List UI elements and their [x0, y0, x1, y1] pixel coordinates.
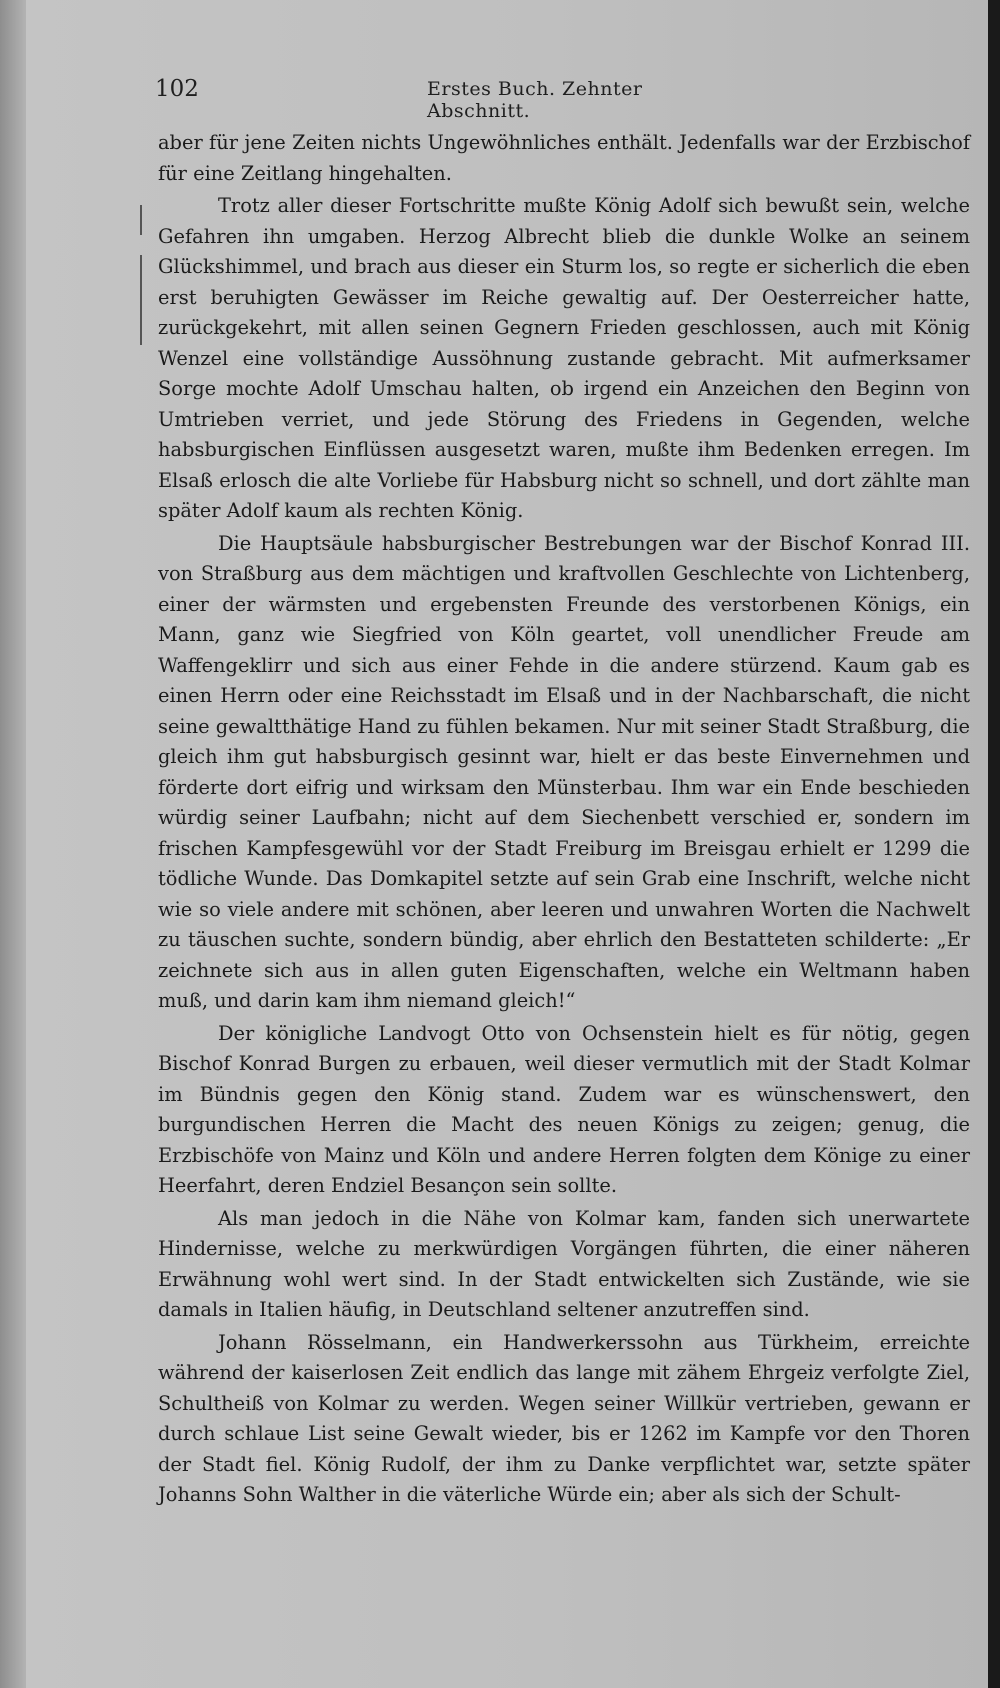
page-number: 102 [155, 76, 199, 102]
paragraph: Johann Rösselmann, ein Handwerkerssohn aus Türkheim, erreichte während der kaiserlosen Zeit endlich das lange mit zähem Ehrgeiz verfolgte Ziel, Schultheiß von Kolmar zu werden. Wegen seiner Willkür vertrieben, gewann er durch schlaue List seine Gewalt wieder, bis er 1262 im Kampfe vor den Thoren der Stadt fiel. König Rudolf, der ihm zu Danke verpflichtet war, setzte später Johanns Sohn Walther in die väterliche Würde ein; aber als sich der Schult- [158, 1330, 970, 1506]
running-head: Erstes Buch. Zehnter Abschnitt. [427, 78, 643, 122]
paragraph: Trotz aller dieser Fortschritte mußte König Adolf sich bewußt sein, welche Gefahren ihn umgaben. Herzog Albrecht blieb die dunkle Wolke an seinem Glückshimmel, und brach aus dieser ein Sturm los, so regte er sicherlich die eben erst beruhigten Gewässer im Reiche gewaltig auf. Der Oesterreicher hatte, zurückgekehrt, mit allen seinen Gegnern Frieden geschlossen, auch mit König Wenzel eine vollständige Aussöhnung zustande gebracht. Mit aufmerksamer Sorge mochte Adolf Umschau halten, ob irgend ein Anzeichen den Beginn von Umtrieben verriet, und jede Störung des Friedens in Gegenden, welche habsburgischen Einflüssen ausgesetzt waren, mußte ihm Bedenken erregen. Im Elsaß erlosch die alte Vorliebe für Habsburg nicht so schnell, und dort zählte man später Adolf kaum als rechten König. [158, 194, 970, 522]
paragraph-continuation: aber für jene Zeiten nichts Ungewöhnliches enthält. Jedenfalls war der Erzbischof für eine Zeitlang hingehalten. [158, 131, 970, 185]
paragraph: Der königliche Landvogt Otto von Ochsenstein hielt es für nötig, gegen Bischof Konrad Burgen zu erbauen, weil dieser vermutlich mit der Stadt Kolmar im Bündnis gegen den König stand. Zudem war es wünschenswert, den burgundischen Herren die Macht des neuen Königs zu zeigen; genug, die Erzbischöfe von Mainz und Köln und andere Herren folgten dem Könige zu einer Heerfahrt, deren Endziel Besançon sein sollte. [158, 1021, 970, 1197]
margin-mark [140, 255, 142, 345]
paragraph: Als man jedoch in die Nähe von Kolmar kam, fanden sich unerwartete Hindernisse, welche zu merkwürdigen Vorgängen führten, die einer näheren Erwähnung wohl wert sind. In der Stadt entwickelten sich Zustände, wie sie damals in Italien häufig, in Deutschland seltener anzutreffen sind. [158, 1206, 970, 1321]
page-header [155, 76, 715, 122]
page-edge [988, 0, 1000, 1688]
margin-mark [140, 205, 142, 235]
spine-shadow [0, 0, 26, 1688]
paragraph: Die Hauptsäule habsburgischer Bestrebungen war der Bischof Konrad III. von Straßburg aus dem mächtigen und kraftvollen Geschlechte von Lichtenberg, einer der wärmsten und ergebensten Freunde des verstorbenen Königs, ein Mann, ganz wie Siegfried von Köln geartet, voll unendlicher Freude am Waffengeklirr und sich aus einer Fehde in die andere stürzend. Kaum gab es einen Herrn oder eine Reichsstadt im Elsaß und in der Nachbarschaft, die nicht seine gewaltthätige Hand zu fühlen bekamen. Nur mit seiner Stadt Straßburg, die gleich ihm gut habsburgisch gesinnt war, hielt er das beste Einvernehmen und förderte dort eifrig und wirksam den Münsterbau. Ihm war ein Ende beschieden würdig seiner Laufbahn; nicht auf dem Siechenbett verschied er, sondern im frischen Kampfesgewühl vor der Stadt Freiburg im Breisgau erhielt er 1299 die tödliche Wunde. Das Domkapitel setzte auf sein Grab eine Inschrift, welche nicht wie so viele andere mit schönen, aber leeren und unwahren Worten die Nachwelt zu täuschen suchte, sondern bündig, aber ehrlich den Bestatteten schilderte: „Er zeichnete sich aus in allen guten Eigenschaften, welche ein Weltmann haben muß, und darin kam ihm niemand gleich!“ [158, 531, 970, 1012]
body-text [158, 128, 970, 1513]
